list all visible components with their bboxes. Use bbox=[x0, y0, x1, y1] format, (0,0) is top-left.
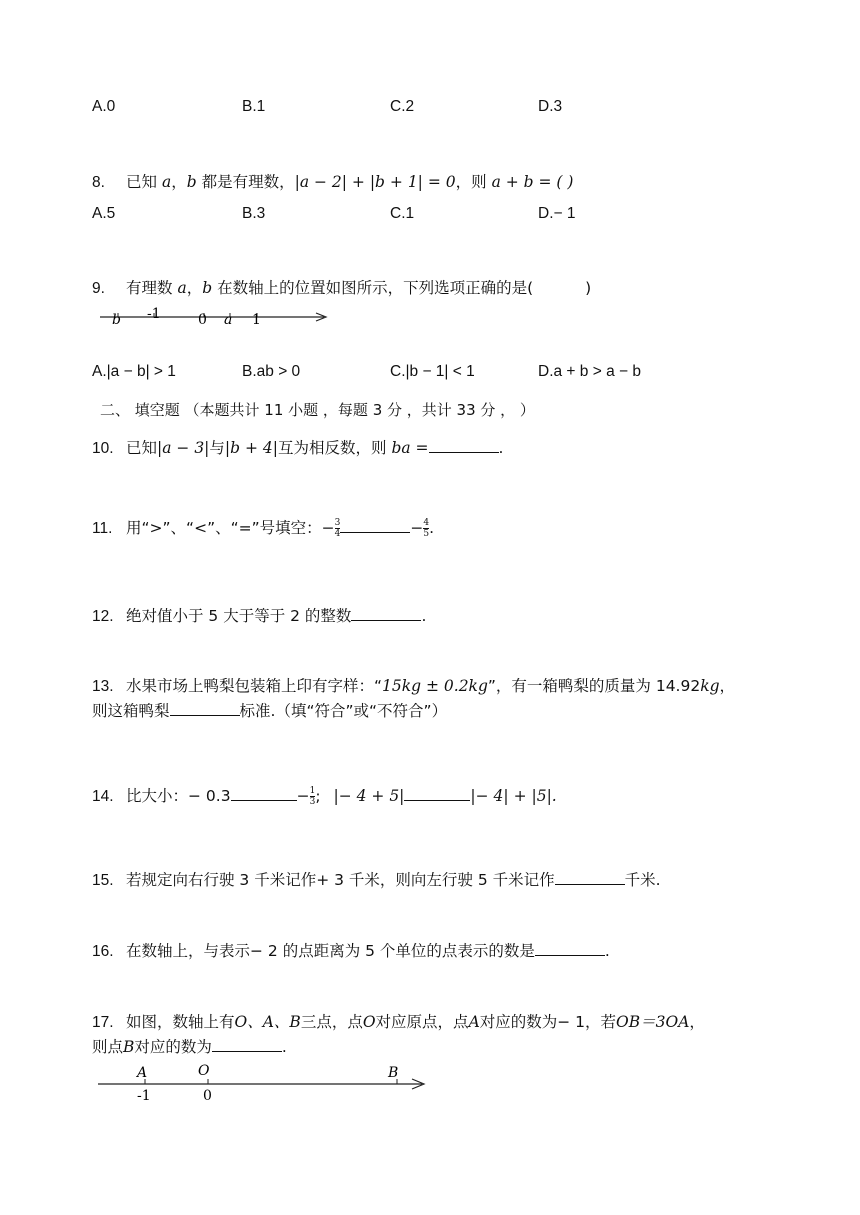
q7-option-b: B.1 bbox=[242, 98, 266, 115]
answer-blank[interactable] bbox=[351, 606, 421, 621]
q8-option-d: D.− 1 bbox=[538, 205, 576, 222]
question-11: 11. 用“>”、“<”、“=”号填空：− $\frac{3}{4}$ − $\frac{4}{5}$ . bbox=[92, 518, 435, 539]
section-heading: 二、 填空题 （本题共计 11 小题 ，每题 3 分 ，共计 33 分 ， ） bbox=[100, 401, 535, 419]
answer-blank[interactable] bbox=[404, 786, 470, 801]
q9-number-line-figure bbox=[92, 298, 332, 330]
answer-blank[interactable] bbox=[231, 786, 297, 801]
question-8: 8. 已知 a，b 都是有理数，|a − 2| + |b + 1| = 0，则 a + b = ( ) bbox=[92, 173, 574, 191]
question-number: 16. bbox=[92, 943, 114, 960]
axis-label-minus-one: -1 bbox=[147, 306, 161, 322]
question-number: 9. bbox=[92, 280, 105, 297]
question-17: 17. 如图，数轴上有O、A、B三点，点O对应原点，点A对应的数为− 1，若OB＝3OA， bbox=[92, 1013, 705, 1031]
question-number: 15. bbox=[92, 872, 114, 889]
axis-label-a: a bbox=[224, 312, 233, 328]
answer-blank[interactable] bbox=[170, 701, 240, 716]
fraction: $\frac{1}{3}$ bbox=[309, 786, 316, 807]
q8-option-b: B.3 bbox=[242, 205, 266, 222]
question-number: 8. bbox=[92, 174, 105, 191]
equation: |a − 2| + |b + 1| = 0 bbox=[294, 173, 456, 191]
q8-option-a: A.5 bbox=[92, 205, 116, 222]
question-9: 9. 有理数 a，b 在数轴上的位置如图所示，下列选项正确的是( ) bbox=[92, 279, 592, 297]
axis-label-b: B bbox=[388, 1065, 399, 1081]
axis-label-one: 1 bbox=[252, 312, 261, 328]
q17-number-line-figure bbox=[92, 1060, 432, 1106]
equation: a + b = ( ) bbox=[491, 173, 574, 191]
axis-label-zero: 0 bbox=[203, 1088, 212, 1104]
question-number: 17. bbox=[92, 1014, 114, 1031]
q7-option-c: C.2 bbox=[390, 98, 415, 115]
fraction: $\frac{4}{5}$ bbox=[423, 518, 430, 539]
question-number: 14. bbox=[92, 788, 114, 805]
question-15: 15. 若规定向右行驶 3 千米记作+ 3 千米，则向左行驶 5 千米记作 千米. bbox=[92, 871, 661, 889]
fraction: $\frac{3}{4}$ bbox=[334, 518, 341, 539]
axis-label-zero: 0 bbox=[198, 312, 207, 328]
question-number: 10. bbox=[92, 440, 114, 457]
answer-blank[interactable] bbox=[212, 1037, 282, 1052]
q9-option-d: D.a + b > a − b bbox=[538, 363, 641, 380]
axis-label-minus-one: -1 bbox=[137, 1088, 151, 1104]
question-14: 14. 比大小：− 0.3 − $\frac{1}{3}$ ; |− 4 + 5| |− 4| + |5|. bbox=[92, 786, 557, 807]
q9-option-b: B.ab > 0 bbox=[242, 363, 301, 380]
question-number: 11. bbox=[92, 520, 113, 537]
answer-blank[interactable] bbox=[555, 870, 625, 885]
question-number: 12. bbox=[92, 608, 114, 625]
axis-label-b: b bbox=[112, 312, 121, 328]
q7-option-d: D.3 bbox=[538, 98, 563, 115]
q7-option-a: A.0 bbox=[92, 98, 116, 115]
question-13-line2: 则这箱鸭梨 标准.（填“符合”或“不符合”） bbox=[92, 702, 448, 720]
answer-blank[interactable] bbox=[429, 438, 499, 453]
axis-label-o: O bbox=[198, 1063, 210, 1079]
question-10: 10. 已知|a − 3|与|b + 4|互为相反数，则 ba = . bbox=[92, 439, 504, 457]
q8-option-c: C.1 bbox=[390, 205, 415, 222]
axis-label-a: A bbox=[137, 1065, 148, 1081]
question-number: 13. bbox=[92, 678, 114, 695]
question-16: 16. 在数轴上，与表示− 2 的点距离为 5 个单位的点表示的数是 . bbox=[92, 942, 610, 960]
q9-option-a: A.|a − b| > 1 bbox=[92, 363, 176, 380]
question-13: 13. 水果市场上鸭梨包装箱上印有字样：“15kg ± 0.2kg”，有一箱鸭梨的质量为 14.92kg， bbox=[92, 677, 736, 695]
q9-option-c: C.|b − 1| < 1 bbox=[390, 363, 475, 380]
question-17-line2: 则点B对应的数为 . bbox=[92, 1038, 287, 1056]
question-12: 12. 绝对值小于 5 大于等于 2 的整数 . bbox=[92, 607, 427, 625]
answer-blank[interactable] bbox=[340, 518, 410, 533]
answer-blank[interactable] bbox=[535, 941, 605, 956]
